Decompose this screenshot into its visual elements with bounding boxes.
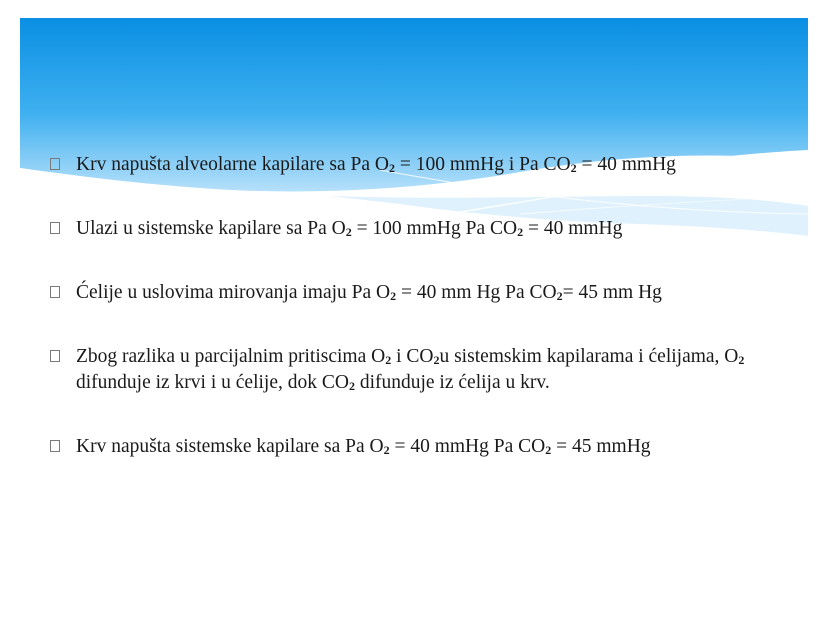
- bullet-box-icon: [50, 440, 60, 452]
- subscript: 2: [388, 161, 395, 175]
- bullet-text: [76, 154, 676, 175]
- bullet-text: [76, 346, 744, 393]
- subscript: 2: [385, 353, 392, 367]
- text-run: difunduje iz krvi i u ćelije, dok CO: [76, 372, 349, 393]
- text-run: = 100 mmHg Pa CO: [351, 218, 518, 239]
- bullet-box-icon: [50, 286, 60, 298]
- text-run: = 40 mmHg: [523, 218, 623, 239]
- subscript: 2: [570, 161, 577, 175]
- text-run: Ćelije u uslovima mirovanja imaju Pa O: [76, 282, 391, 303]
- subscript: 2: [390, 289, 397, 303]
- text-run: = 45 mm Hg: [562, 282, 662, 303]
- bullet-box-icon: [50, 350, 60, 362]
- text-run: = 45 mmHg: [551, 436, 651, 457]
- text-run: = 40 mmHg Pa CO: [389, 436, 546, 457]
- bullet-text: [76, 436, 651, 457]
- text-run: Krv napušta sistemske kapilare sa Pa O: [76, 436, 384, 457]
- subscript: 2: [545, 443, 552, 457]
- bullet-item: [48, 434, 788, 460]
- bullet-item: [48, 216, 788, 242]
- bullet-item: [48, 152, 788, 178]
- subscript: 2: [738, 353, 745, 367]
- bullet-text: [76, 218, 622, 239]
- subscript: 2: [345, 225, 352, 239]
- subscript: 2: [556, 289, 563, 303]
- text-run: i CO: [391, 346, 434, 367]
- text-run: Zbog razlika u parcijalnim pritiscima O: [76, 346, 386, 367]
- subscript: 2: [433, 353, 440, 367]
- text-run: u sistemskim kapilarama i ćelijama, O: [439, 346, 739, 367]
- text-run: difunduje iz ćelija u krv.: [354, 372, 550, 393]
- subscript: 2: [348, 379, 355, 393]
- bullet-item: [48, 280, 788, 306]
- bullet-text: [76, 282, 662, 303]
- text-run: Ulazi u sistemske kapilare sa Pa O: [76, 218, 346, 239]
- bullet-box-icon: [50, 222, 60, 234]
- text-run: = 40 mm Hg Pa CO: [396, 282, 557, 303]
- subscript: 2: [517, 225, 524, 239]
- bullet-list: [48, 152, 788, 460]
- text-run: = 40 mmHg: [576, 154, 676, 175]
- text-run: = 100 mmHg i Pa CO: [394, 154, 571, 175]
- bullet-item: [48, 344, 788, 396]
- subscript: 2: [383, 443, 390, 457]
- text-run: Krv napušta alveolarne kapilare sa Pa O: [76, 154, 389, 175]
- bullet-box-icon: [50, 158, 60, 170]
